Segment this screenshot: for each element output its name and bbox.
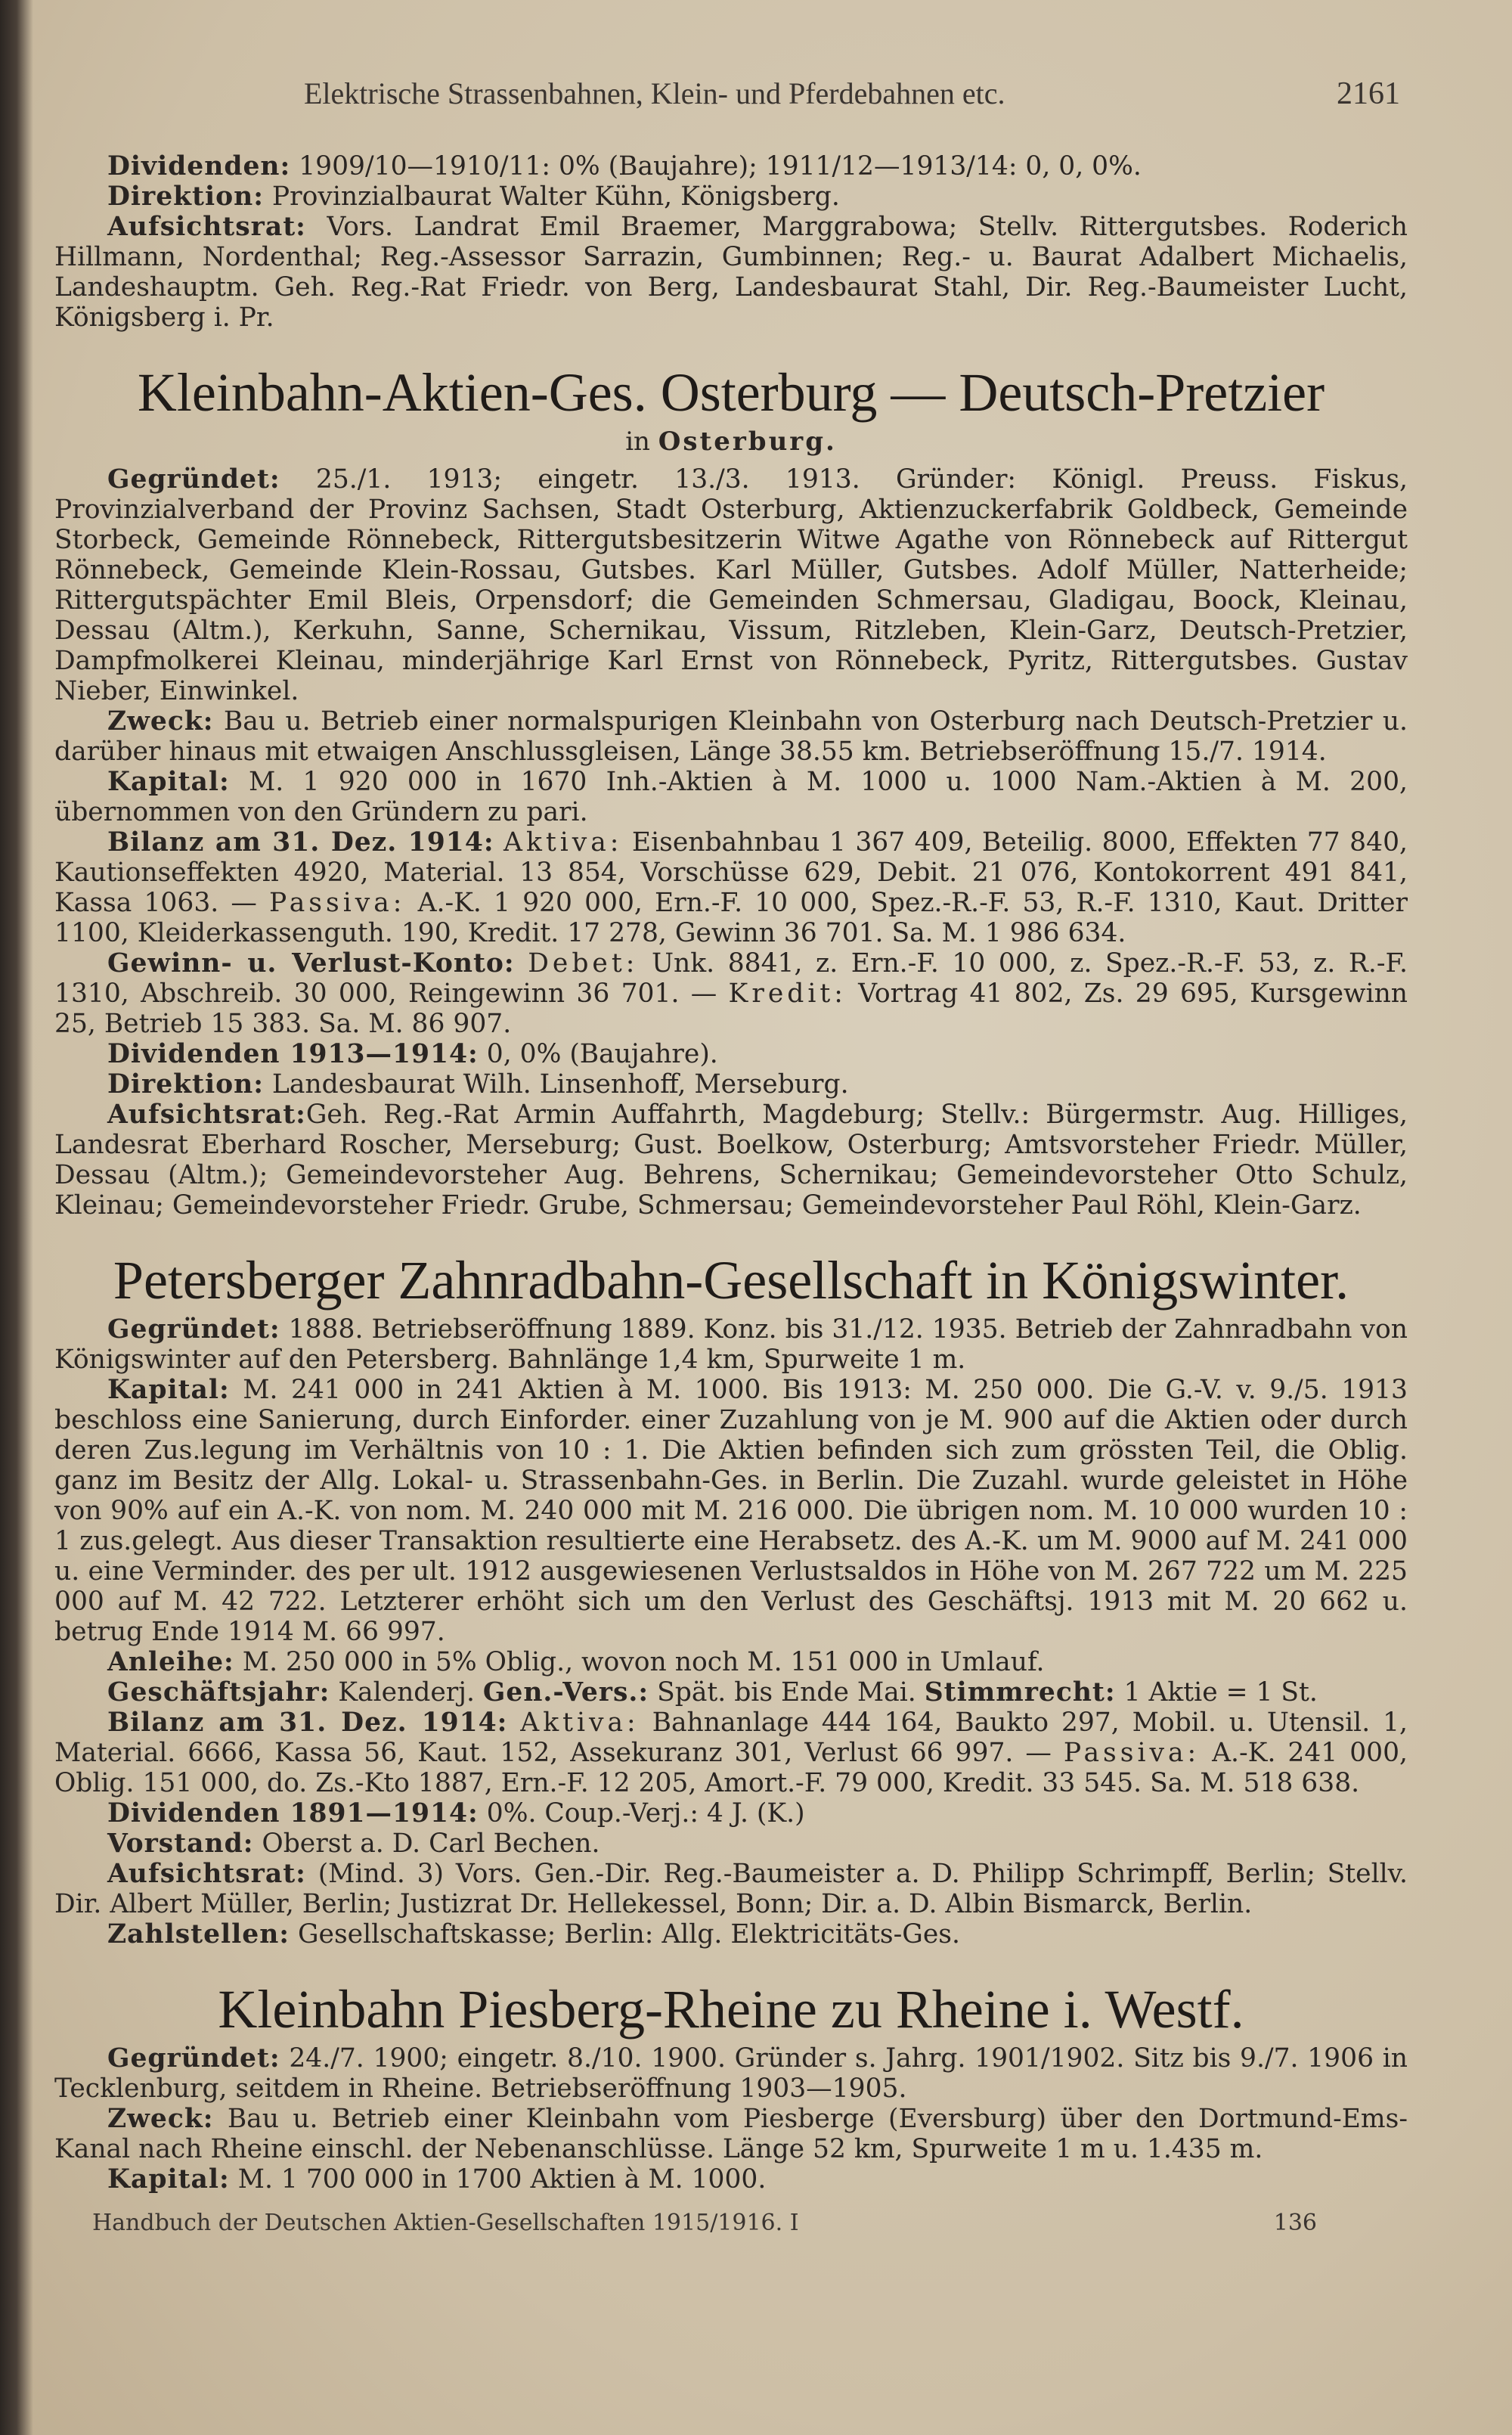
osterburg-aufsichtsrat: Aufsichtsrat:Geh. Reg.-Rat Armin Auffahrth, Magdeburg; Stellv.: Bürgermstr. Aug. Hilliges, Landesrat Eberhard Roscher, Merseburg; Gust. Boelkow, Osterburg; Amtsvorsteher Friedr. Müller, Dessau (Altm.); Gemeindevorsteher Aug. Behrens, Schernikau; Gemeindevorsteher Otto Schulz, Kleinau; Gemeindevorsteher Friedr. Grube, Schmersau; Gemeindevorsteher Paul Röhl, Klein-Garz. xyxy=(54,1100,1408,1221)
page-footer xyxy=(54,2210,1408,2236)
company-title-piesberg: Kleinbahn Piesberg-Rheine zu Rheine i. Westf. xyxy=(218,1979,1244,2040)
petersberger-dividenden: Dividenden 1891—1914: 0%. Coup.-Verj.: 4 J. (K.) xyxy=(107,1798,805,1829)
petersberger-kapital: Kapital: M. 241 000 in 241 Aktien à M. 1000. Bis 1913: M. 250 000. Die G.-V. v. 9./5. 1913 beschloss eine Sanierung, durch Einforder. einer Zuzahlung von je M. 900 auf die Aktien oder durch deren Zus.legung im Verhältnis von 10 : 1. Die Aktien befinden sich zum grössten Teil, die Oblig. ganz im Besitz der Allg. Lokal- u. Strassenbahn-Ges. in Berlin. Die Zuzahl. wurde geleistet in Höhe von 90% auf ein A.-K. von nom. M. 240 000 mit M. 216 000. Die übrigen nom. M. 10 000 wurden 10 : 1 zus.gelegt. Aus dieser Transaktion resultierte eine Herabsetz. des A.-K. um M. 9000 auf M. 241 000 u. eine Verminder. des per ult. 1912 ausgewiesenen Verlustsaldos in Höhe von M. 267 722 um M. 225 000 auf M. 42 722. Letzterer erhöht sich um den Verlust des Geschäftsj. 1913 mit M. 20 662 u. betrug Ende 1914 M. 66 997. xyxy=(54,1375,1408,1647)
osterburg-zweck: Zweck: Bau u. Betrieb einer normalspurigen Kleinbahn von Osterburg nach Deutsch-Pretzier u. darüber hinaus mit etwaigen Anschlussgleisen, Länge 38.55 km. Betriebseröffnung 15./7. 1914. xyxy=(54,706,1408,767)
company-seat-osterburg: in Osterburg. xyxy=(625,427,837,457)
prev-dividenden: Dividenden: 1909/10—1910/11: 0% (Baujahre); 1911/12—1913/14: 0, 0, 0%. xyxy=(107,151,1142,181)
footer-signature: 136 xyxy=(1273,2210,1317,2236)
osterburg-direktion: Direktion: Landesbaurat Wilh. Linsenhoff, Merseburg. xyxy=(107,1069,849,1100)
osterburg-gewinn-verlust: Gewinn- u. Verlust-Konto: Debet: Unk. 8841, z. Ern.-F. 10 000, z. Spez.-R.-F. 53, z. R.-F. 1310, Abschreib. 30 000, Reingewinn 36 701. — Kredit: Vortrag 41 802, Zs. 29 695, Kursgewinn 25, Betrieb 15 383. Sa. M. 86 907. xyxy=(54,948,1408,1039)
petersberger-bilanz: Bilanz am 31. Dez. 1914: Aktiva: Bahnanlage 444 164, Baukto 297, Mobil. u. Utensil. 1, Material. 6666, Kassa 56, Kaut. 152, Assekuranz 301, Verlust 66 997. — Passiva: A.-K. 241 000, Oblig. 151 000, do. Zs.-Kto 1887, Ern.-F. 12 205, Amort.-F. 79 000, Kredit. 33 545. Sa. M. 518 638. xyxy=(54,1708,1408,1798)
running-header xyxy=(54,76,1408,112)
petersberger-geschaeftsjahr: Geschäftsjahr: Kalenderj. Gen.-Vers.: Spät. bis Ende Mai. Stimmrecht: 1 Aktie = 1 St. xyxy=(107,1677,1318,1708)
prev-direktion: Direktion: Provinzialbaurat Walter Kühn, Königsberg. xyxy=(107,181,840,212)
osterburg-dividenden: Dividenden 1913—1914: 0, 0% (Baujahre). xyxy=(107,1039,718,1069)
petersberger-zahlstellen: Zahlstellen: Gesellschaftskasse; Berlin: Allg. Elektricitäts-Ges. xyxy=(107,1919,960,1950)
piesberg-zweck: Zweck: Bau u. Betrieb einer Kleinbahn vom Piesberge (Eversburg) über den Dortmund-Ems-Kanal nach Rheine einschl. der Nebenanschlüsse. Länge 52 km, Spurweite 1 m u. 1.435 m. xyxy=(54,2104,1408,2164)
company-title-osterburg: Kleinbahn-Aktien-Ges. Osterburg — Deutsch-Pretzier xyxy=(137,362,1325,423)
page-number: 2161 xyxy=(1337,76,1400,111)
petersberger-gegruendet: Gegründet: 1888. Betriebseröffnung 1889. Konz. bis 31./12. 1935. Betrieb der Zahnradbahn von Königswinter auf den Petersberg. Bahnlänge 1,4 km, Spurweite 1 m. xyxy=(54,1314,1408,1375)
footer-source: Handbuch der Deutschen Aktien-Gesellschaften 1915/1916. I xyxy=(92,2210,799,2236)
petersberger-anleihe: Anleihe: M. 250 000 in 5% Oblig., wovon noch M. 151 000 in Umlauf. xyxy=(107,1647,1045,1677)
osterburg-bilanz: Bilanz am 31. Dez. 1914: Aktiva: Eisenbahnbau 1 367 409, Beteilig. 8000, Effekten 77 840, Kautionseffekten 4920, Material. 13 854, Vorschüsse 629, Debit. 21 076, Kontokorrent 491 841, Kassa 1063. — Passiva: A.-K. 1 920 000, Ern.-F. 10 000, Spez.-R.-F. 53, R.-F. 1310, Kaut. Dritter 1100, Kleiderkassenguth. 190, Kredit. 17 278, Gewinn 36 701. Sa. M. 1 986 634. xyxy=(54,827,1408,948)
osterburg-kapital: Kapital: M. 1 920 000 in 1670 Inh.-Aktien à M. 1000 u. 1000 Nam.-Aktien à M. 200, übernommen von den Gründern zu pari. xyxy=(54,767,1408,827)
osterburg-gegruendet: Gegründet: 25./1. 1913; eingetr. 13./3. 1913. Gründer: Königl. Preuss. Fiskus, Provinzialverband der Provinz Sachsen, Stadt Osterburg, Aktienzuckerfabrik Goldbeck, Gemeinde Storbeck, Gemeinde Rönnebeck, Rittergutsbesitzerin Witwe Agathe von Rönnebeck auf Rittergut Rönnebeck, Gemeinde Klein-Rossau, Gutsbes. Karl Müller, Gutsbes. Adolf Müller, Natterheide; Rittergutspächter Emil Bleis, Orpensdorf; die Gemeinden Schmersau, Gladigau, Boock, Kleinau, Dessau (Altm.), Kerkuhn, Sanne, Schernikau, Vissum, Ritzleben, Klein-Garz, Deutsch-Pretzier, Dampfmolkerei Kleinau, minderjährige Karl Ernst von Rönnebeck, Pyritz, Rittergutsbes. Gustav Nieber, Einwinkel. xyxy=(54,464,1408,706)
book-spine-shadow xyxy=(0,0,33,2435)
prev-aufsichtsrat: Aufsichtsrat: Vors. Landrat Emil Braemer, Marggrabowa; Stellv. Rittergutsbes. Roderich Hillmann, Nordenthal; Reg.-Assessor Sarrazin, Gumbinnen; Reg.- u. Baurat Adalbert Michaelis, Landeshauptm. Geh. Reg.-Rat Friedr. von Berg, Landesbaurat Stahl, Dir. Reg.-Baumeister Lucht, Königsberg i. Pr. xyxy=(54,212,1408,333)
page-content xyxy=(54,76,1408,2236)
petersberger-aufsichtsrat: Aufsichtsrat: (Mind. 3) Vors. Gen.-Dir. Reg.-Baumeister a. D. Philipp Schrimpff, Berlin; Stellv. Dir. Albert Müller, Berlin; Justizrat Dr. Hellekessel, Bonn; Dir. a. D. Albin Bismarck, Berlin. xyxy=(54,1859,1408,1919)
piesberg-gegruendet: Gegründet: 24./7. 1900; eingetr. 8./10. 1900. Gründer s. Jahrg. 1901/1902. Sitz bis 9./7. 1906 in Tecklenburg, seitdem in Rheine. Betriebseröffnung 1903—1905. xyxy=(54,2043,1408,2104)
piesberg-kapital: Kapital: M. 1 700 000 in 1700 Aktien à M. 1000. xyxy=(107,2164,767,2195)
petersberger-vorstand: Vorstand: Oberst a. D. Carl Bechen. xyxy=(107,1829,600,1859)
company-title-petersberger: Petersberger Zahnradbahn-Gesellschaft in Königswinter. xyxy=(113,1250,1349,1311)
header-title: Elektrische Strassenbahnen, Klein- und Pferdebahnen etc. xyxy=(304,76,1005,110)
